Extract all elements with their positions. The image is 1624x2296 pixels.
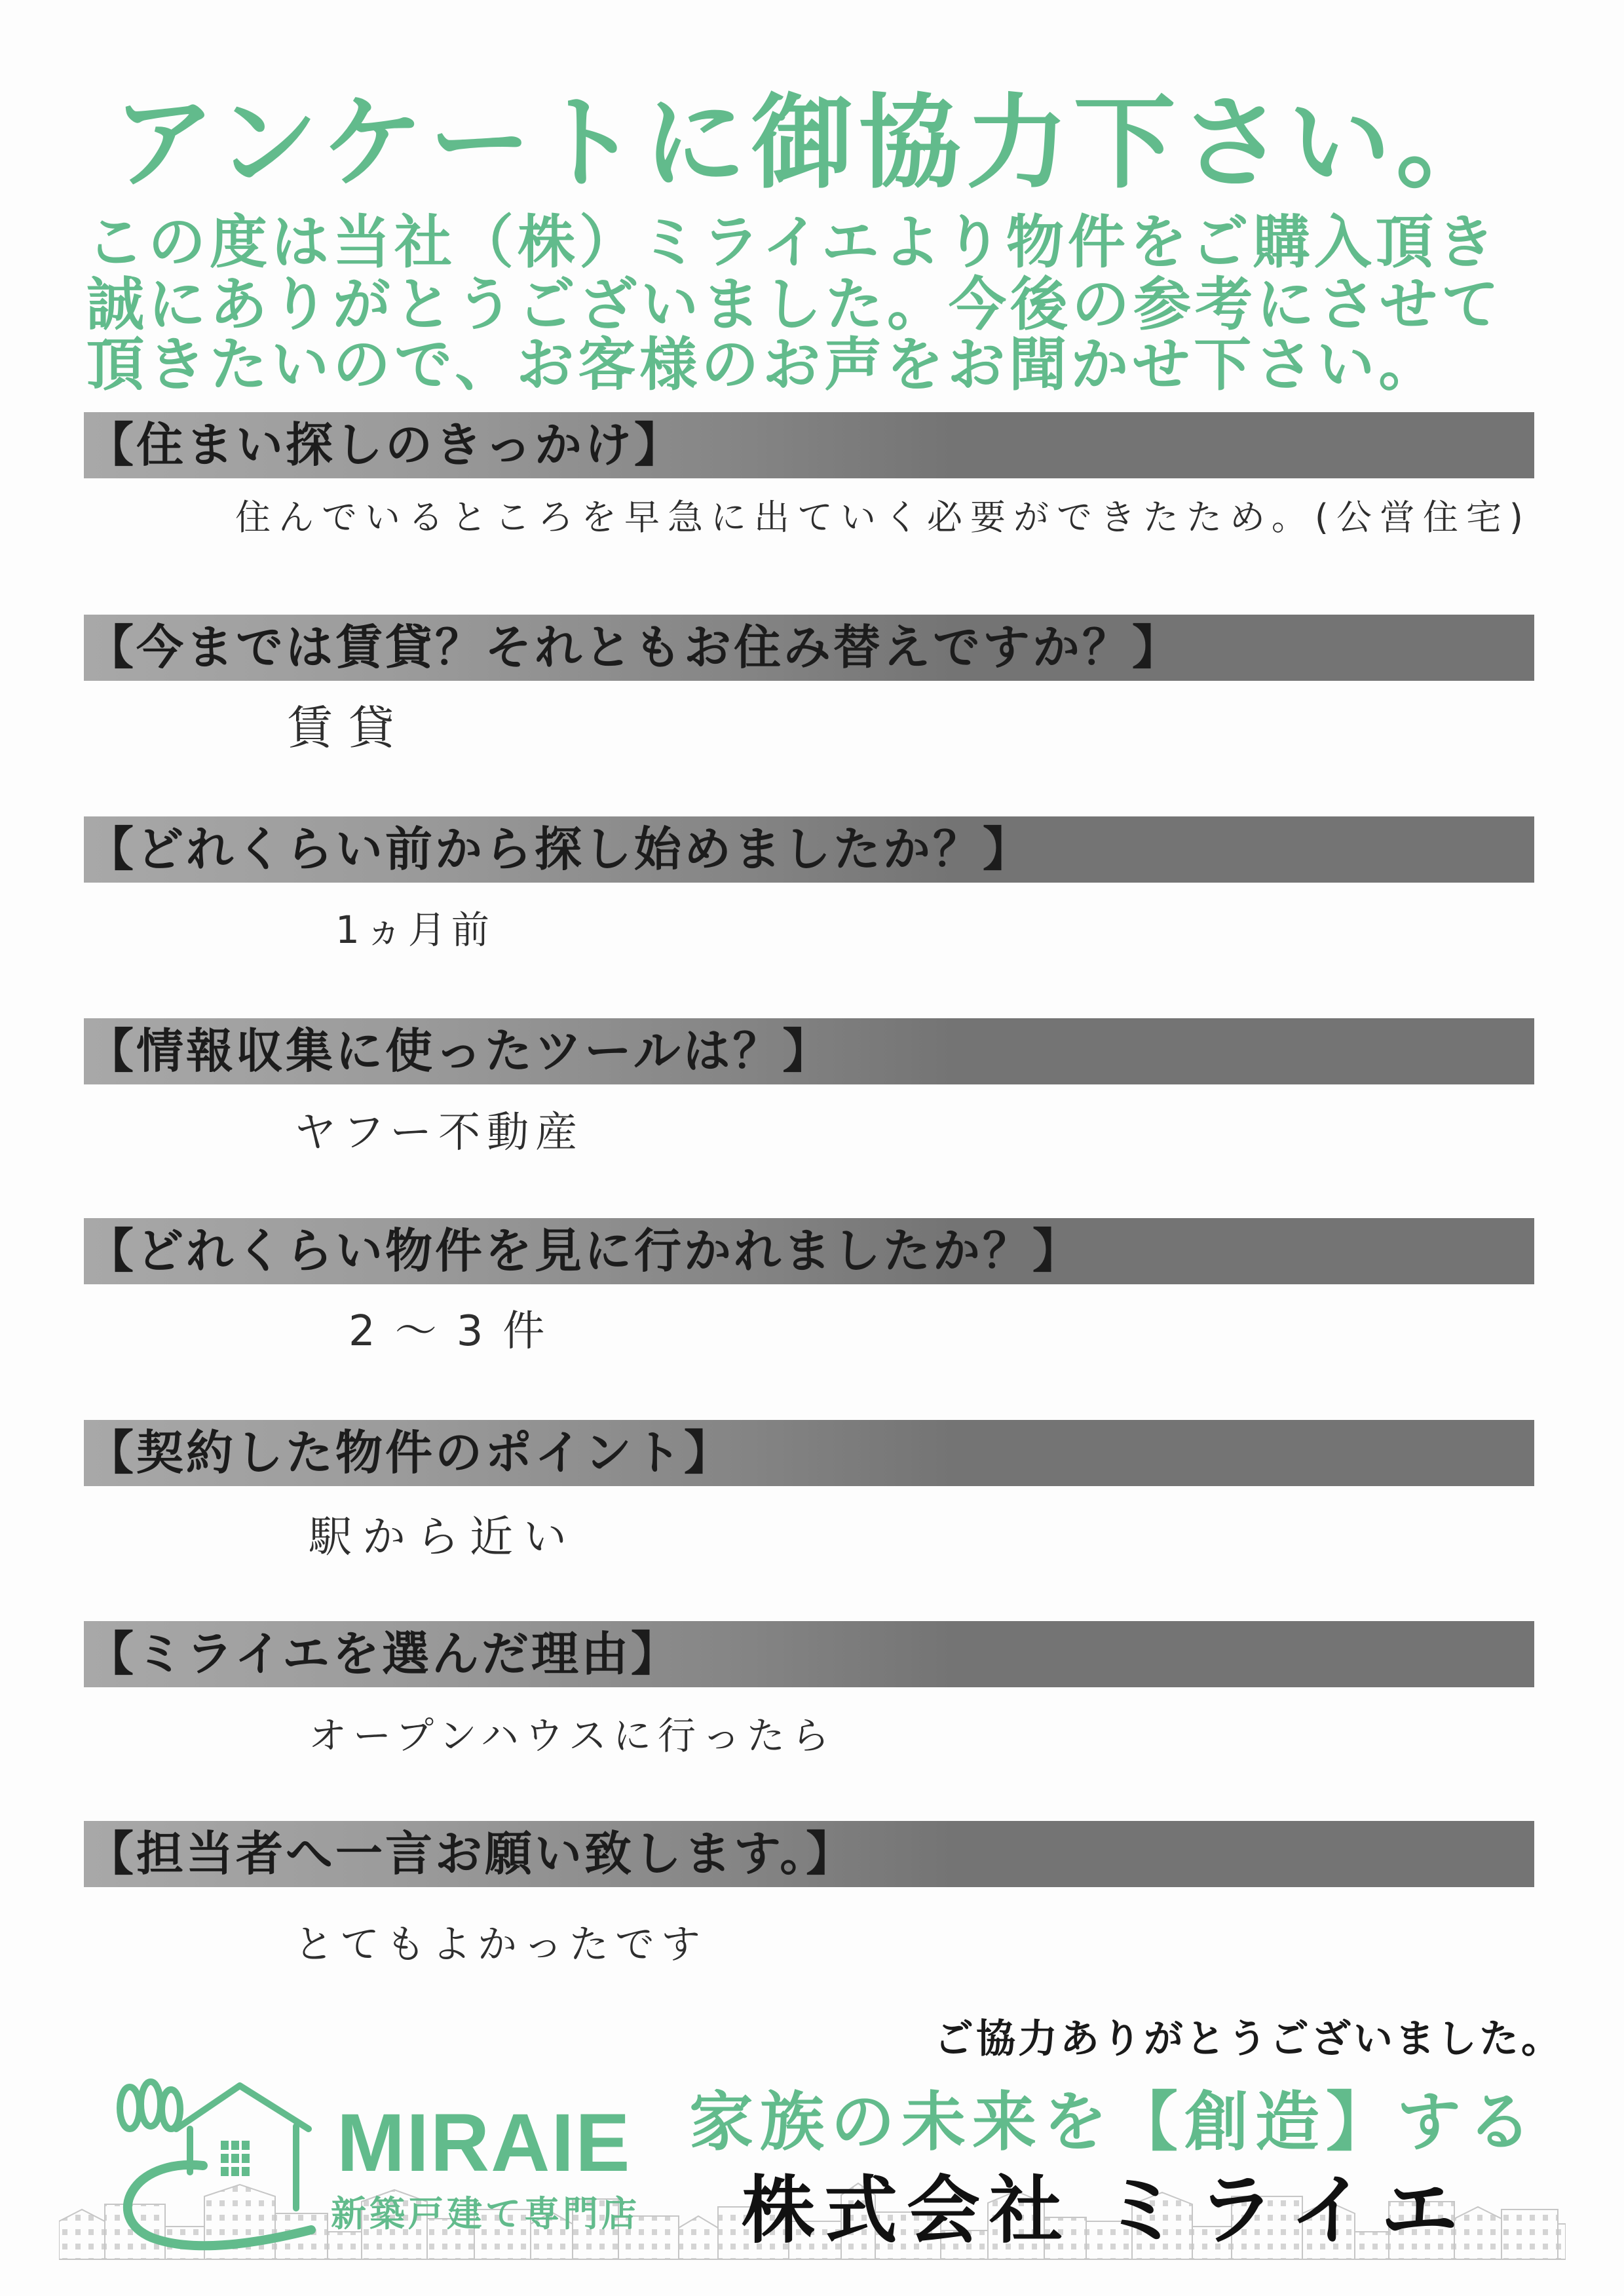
handwritten-answer: 駅から近い: [309, 1512, 577, 1562]
intro-line-3: 頂きたいので、お客様のお声をお聞かせ下さい。: [86, 331, 1441, 398]
company-type: 株式会社: [742, 2168, 1072, 2253]
section-label: 【契約した物件のポイント】: [86, 1425, 734, 1480]
section-label: 【情報収集に使ったツールは？】: [86, 1024, 833, 1079]
section-label: 【ミライエを選んだ理由】: [86, 1626, 681, 1681]
swoosh-shape: [128, 2165, 311, 2246]
house-icon: [92, 2074, 328, 2257]
section-header-bar: [84, 1621, 1534, 1687]
brand-wordmark: MIRAIE: [337, 2097, 632, 2189]
handwritten-answer: 2～3件: [349, 1307, 565, 1356]
handwritten-answer: 1ヵ月前: [335, 908, 495, 952]
leaf-shape: [162, 2090, 180, 2129]
company-name: ミライエ: [1103, 2165, 1475, 2255]
intro-line-2: 誠にありがとうございました。今後の参考にさせて: [86, 271, 1503, 338]
brand-tagline: 新築戸建て専門店: [331, 2193, 640, 2234]
section-header-bar: [84, 1018, 1534, 1084]
section-label: 【どれくらい前から探し始めましたか？】: [86, 822, 1033, 877]
handwritten-answer: 賃貸: [287, 701, 410, 755]
section-header-bar: [84, 816, 1534, 883]
handwritten-answer: オープンハウスに行ったら: [309, 1713, 836, 1758]
leaf-shape: [120, 2087, 140, 2129]
handwritten-answer: とてもよかったです: [294, 1922, 707, 1968]
section-label: 【今までは賃貸？それともお住み替えですか？】: [86, 620, 1182, 675]
section-label: 【担当者へ一言お願い致します。】: [86, 1826, 856, 1881]
section-header-bar: [84, 1218, 1534, 1284]
house-window: [221, 2141, 250, 2176]
handwritten-answer: ヤフー不動産: [294, 1109, 584, 1157]
leaf-shape: [141, 2082, 161, 2126]
company-slogan: 家族の未来を【創造】する: [689, 2085, 1539, 2160]
house-roof: [176, 2086, 309, 2129]
section-label: 【住まい探しのきっかけ】: [86, 417, 685, 472]
intro-line-1: この度は当社（株）ミライエより物件をご購入頂き: [86, 208, 1499, 276]
section-header-bar: [84, 412, 1534, 478]
handwritten-answer: 住んでいるところを早急に出ていく必要ができたため。(公営住宅): [235, 497, 1531, 538]
section-header-bar: [84, 1420, 1534, 1486]
thanks-message: ご協力ありがとうございました。: [934, 2016, 1563, 2062]
section-header-bar: [84, 1821, 1534, 1887]
section-label: 【どれくらい物件を見に行かれましたか？】: [86, 1223, 1083, 1278]
survey-title: アンケートに御協力下さい。: [113, 83, 1503, 202]
section-header-bar: [84, 615, 1534, 681]
